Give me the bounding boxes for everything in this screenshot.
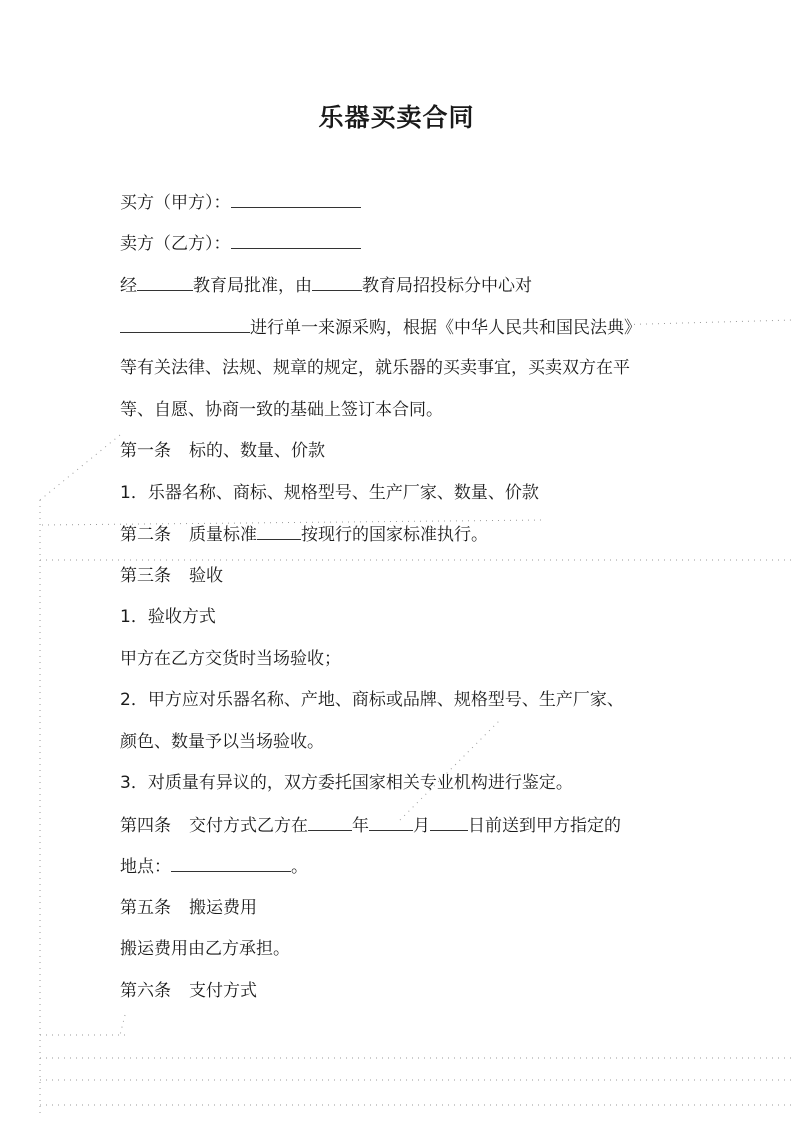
intro-line-1 bbox=[120, 273, 532, 297]
article-4-text-a: 交付方式乙方在 bbox=[189, 816, 308, 836]
article-3-number: 第三条 bbox=[120, 566, 171, 586]
place-label: 地点： bbox=[120, 857, 171, 877]
seller-label: 卖方（乙方）： bbox=[120, 234, 231, 254]
approval-bureau-blank[interactable] bbox=[137, 273, 193, 291]
article-4-place-line bbox=[120, 854, 308, 878]
procurement-item-blank[interactable] bbox=[120, 315, 250, 333]
intro-line-4: 等、自愿、协商一致的基础上签订本合同。 bbox=[120, 400, 443, 420]
article-3-title: 验收 bbox=[189, 566, 223, 586]
document-title: 乐器买卖合同 bbox=[318, 103, 475, 132]
article-6-heading bbox=[120, 979, 257, 1003]
delivery-place-blank[interactable] bbox=[171, 854, 291, 872]
article-1-heading bbox=[120, 439, 325, 463]
year-label: 年 bbox=[352, 816, 369, 836]
quality-standard-blank[interactable] bbox=[257, 522, 301, 540]
article-5-number: 第五条 bbox=[120, 898, 171, 918]
article-4-text-b: 日前送到甲方指定的 bbox=[468, 816, 621, 836]
intro-text-2: 进行单一来源采购，根据《中华人民共和国民法典》 bbox=[250, 318, 641, 338]
delivery-month-blank[interactable] bbox=[369, 813, 413, 831]
buyer-label: 买方（甲方）： bbox=[120, 193, 231, 213]
intro-line-3: 等有关法律、法规、规章的规定，就乐器的买卖事宜，买卖双方在平 bbox=[120, 358, 630, 378]
article-3-item-3: 3．对质量有异议的，双方委托国家相关专业机构进行鉴定。 bbox=[120, 773, 573, 793]
buyer-blank[interactable] bbox=[231, 190, 361, 208]
article-5-heading bbox=[120, 896, 257, 920]
article-2-text-b: 按现行的国家标准执行。 bbox=[301, 525, 488, 545]
delivery-year-blank[interactable] bbox=[308, 813, 352, 831]
month-label: 月 bbox=[413, 816, 430, 836]
article-4-line bbox=[120, 813, 621, 837]
article-2-text-a: 质量标准 bbox=[189, 525, 257, 545]
intro-text-1c: 教育局招投标分中心对 bbox=[362, 276, 532, 296]
seller-line bbox=[120, 231, 361, 255]
article-6-number: 第六条 bbox=[120, 981, 171, 1001]
article-3-item-1: 1．验收方式 bbox=[120, 607, 216, 627]
intro-text-1b: 教育局批准，由 bbox=[193, 276, 312, 296]
article-2-line bbox=[120, 522, 488, 546]
intro-line-2 bbox=[120, 315, 641, 339]
article-6-title: 支付方式 bbox=[189, 981, 257, 1001]
article-5-text: 搬运费用由乙方承担。 bbox=[120, 939, 290, 959]
buyer-line bbox=[120, 190, 361, 214]
article-3-item-1-text: 甲方在乙方交货时当场验收； bbox=[120, 649, 341, 669]
article-2-number: 第二条 bbox=[120, 525, 171, 545]
article-3-heading bbox=[120, 564, 223, 588]
article-5-title: 搬运费用 bbox=[189, 898, 257, 918]
article-1-number: 第一条 bbox=[120, 441, 171, 461]
article-4-number: 第四条 bbox=[120, 816, 171, 836]
intro-text-1a: 经 bbox=[120, 276, 137, 296]
article-3-item-2b: 颜色、数量予以当场验收。 bbox=[120, 732, 324, 752]
place-end: 。 bbox=[291, 857, 308, 877]
article-1-title: 标的、数量、价款 bbox=[189, 441, 325, 461]
bidding-bureau-blank[interactable] bbox=[312, 273, 362, 291]
seller-blank[interactable] bbox=[231, 231, 361, 249]
delivery-day-blank[interactable] bbox=[430, 813, 468, 831]
article-1-item-1: 1．乐器名称、商标、规格型号、生产厂家、数量、价款 bbox=[120, 483, 539, 503]
article-3-item-2a: 2．甲方应对乐器名称、产地、商标或品牌、规格型号、生产厂家、 bbox=[120, 690, 624, 710]
